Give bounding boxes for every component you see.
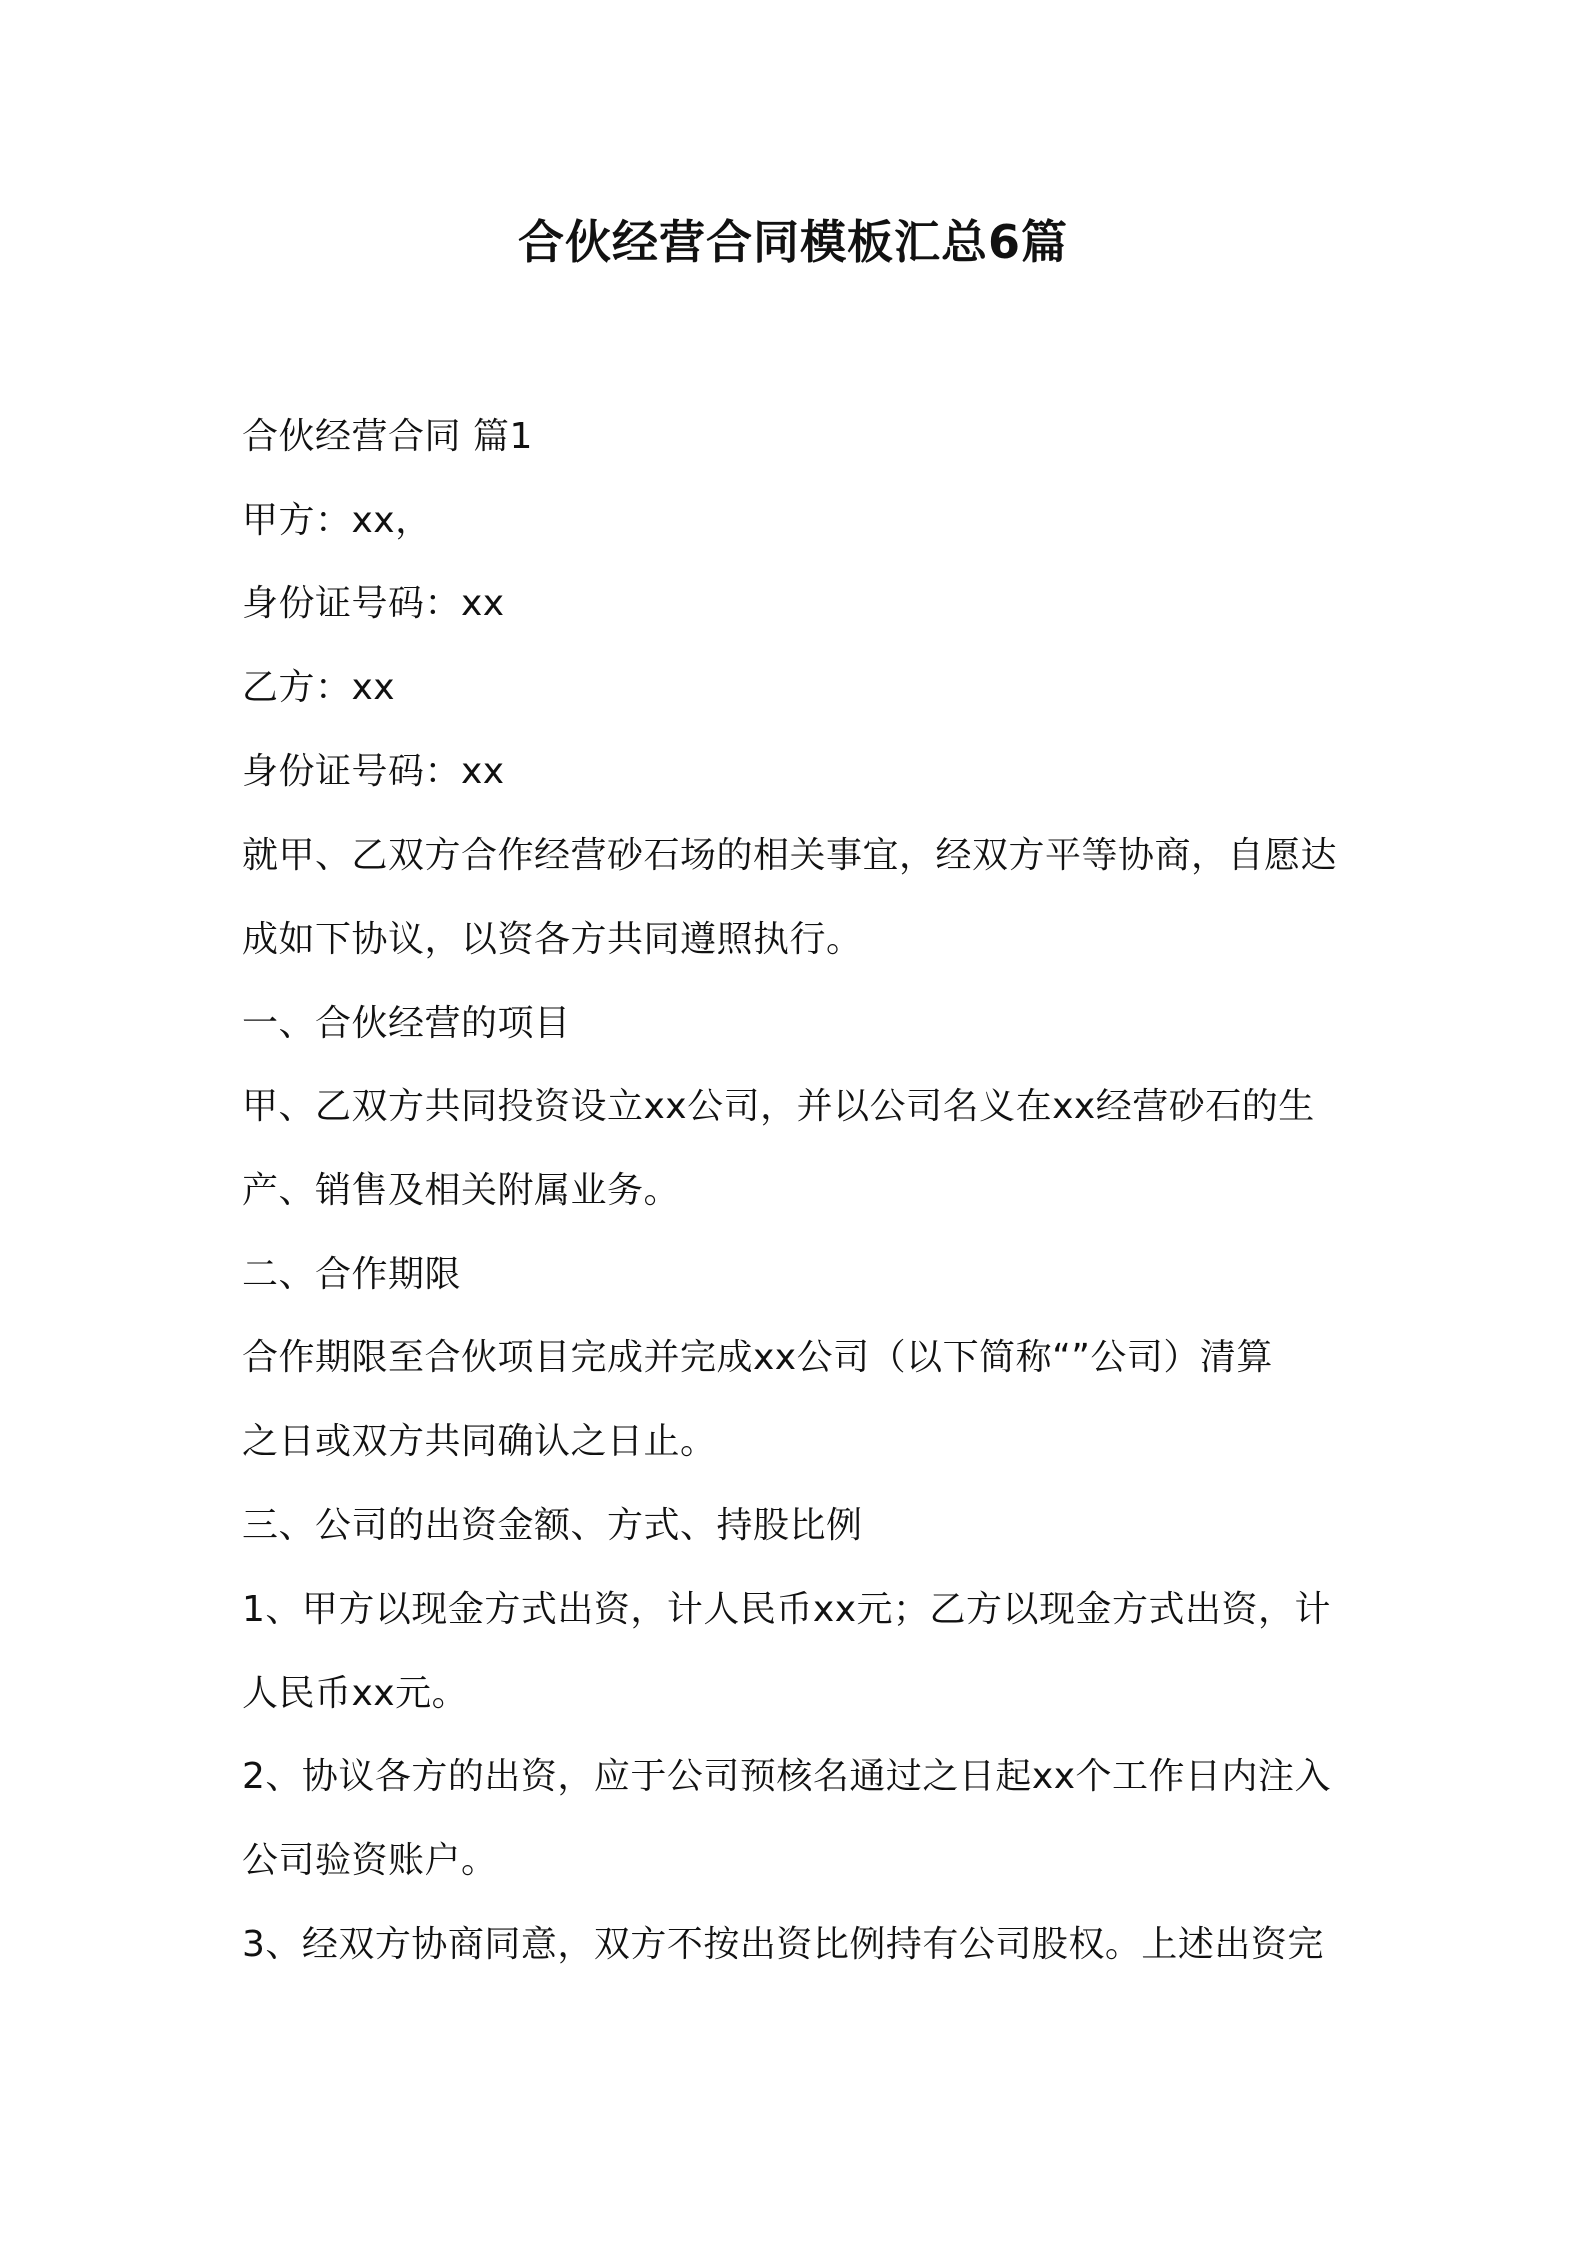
clause-heading: 一、合伙经营的项目 [242,1003,571,1044]
paragraph-line: 就甲、乙双方合作经营砂石场的相关事宜，经双方平等协商，自愿达 [242,835,1338,876]
party-b-line: 乙方：xx [242,667,396,708]
clause-heading: 二、合作期限 [242,1254,462,1295]
paragraph-line: 人民币xx元。 [242,1673,469,1714]
paragraph-line: 2、协议各方的出资，应于公司预核名通过之日起xx个工作日内注入 [242,1756,1332,1797]
paragraph-line: 甲、乙双方共同投资设立xx公司，并以公司名义在xx经营砂石的生 [242,1086,1315,1127]
paragraph-line: 1、甲方以现金方式出资，计人民币xx元；乙方以现金方式出资，计 [242,1589,1332,1630]
party-a-id-line: 身份证号码：xx [242,583,505,624]
document-title: 合伙经营合同模板汇总6篇 [517,215,1068,269]
paragraph-line: 之日或双方共同确认之日止。 [242,1421,717,1462]
paragraph-line: 成如下协议，以资各方共同遵照执行。 [242,919,863,960]
party-b-id-line: 身份证号码：xx [242,751,505,792]
party-a-line: 甲方：xx， [242,500,432,541]
section-heading: 合伙经营合同 篇1 [242,416,533,457]
paragraph-line: 产、销售及相关附属业务。 [242,1170,681,1211]
paragraph-line: 3、经双方协商同意，双方不按出资比例持有公司股权。上述出资完 [242,1924,1324,1965]
clause-heading: 三、公司的出资金额、方式、持股比例 [242,1505,863,1546]
paragraph-line: 公司验资账户。 [242,1840,498,1881]
paragraph-line: 合作期限至合伙项目完成并完成xx公司（以下简称“”公司）清算 [242,1337,1273,1378]
